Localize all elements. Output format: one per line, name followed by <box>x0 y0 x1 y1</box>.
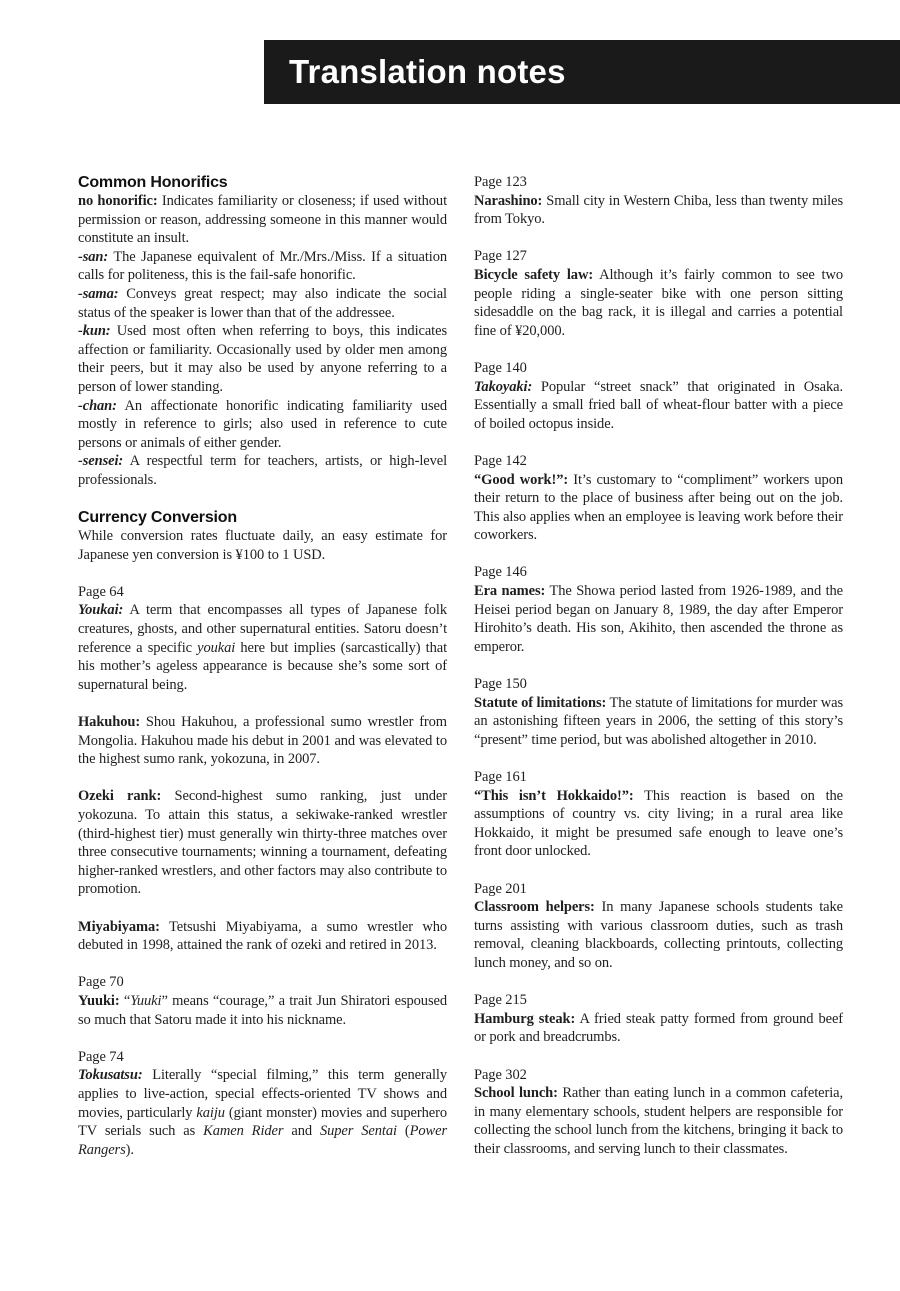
page-label: Page 64 <box>78 583 124 600</box>
note-term: “This isn’t Hokkaido!”: <box>474 787 634 804</box>
note-entry <box>474 192 843 229</box>
note-term: Hamburg steak: <box>474 1010 576 1027</box>
note-text: Super Sentai <box>319 1123 397 1140</box>
page-title: Translation notes <box>289 53 566 90</box>
note-text: In many Japanese schools students take turns assisting with various classroom duties, such as trash removal, cleaning blackboards, collecting printouts, collecting lunch money, and so on. <box>474 899 843 971</box>
note-term: -san: <box>78 248 109 265</box>
note-entry <box>78 601 447 694</box>
page-label: Page 142 <box>474 452 527 469</box>
column-gap <box>78 490 447 509</box>
note-entry <box>474 378 843 434</box>
header-bar <box>264 40 900 104</box>
section-heading: Currency Conversion <box>78 509 237 527</box>
note-text: The Showa period lasted from 1926-1989, and the Heisei period began on January 8, 1989, the day after Emperor Hirohito’s death. His son, Akihito, then ascended the throne as emperor. <box>474 583 843 655</box>
note-entry <box>78 452 447 489</box>
note-entry <box>474 582 843 656</box>
note-text: ( <box>396 1123 410 1140</box>
column-gap <box>78 899 447 918</box>
section-heading: Common Honorifics <box>78 174 228 191</box>
note-entry <box>78 918 447 955</box>
note-text: ” means “courage,” a trait Jun Shiratori espoused so much that Satoru made it into his nickname. <box>78 992 447 1028</box>
page-label: Page 161 <box>474 769 527 785</box>
page-label: Page 127 <box>474 248 527 265</box>
page-label: Page 201 <box>474 880 527 897</box>
note-entry <box>474 1084 843 1158</box>
note-term: -kun: <box>78 323 111 340</box>
note-entry <box>474 694 843 750</box>
note-text: An affectionate honorific indicating familiarity used mostly in reference to girls; also used in reference to cute persons or animals of either gender. <box>78 397 447 451</box>
note-text: While conversion rates fluctuate daily, an easy estimate for Japanese yen conversion is ¥100 to 1 USD. <box>78 528 447 563</box>
note-term: Hakuhou: <box>78 714 141 731</box>
note-text: A term that encompasses all types of Japanese folk creatures, ghosts, and other supernatural entities. Satoru doesn’t reference a specific <box>78 602 447 656</box>
note-text: It’s customary to “compliment” workers upon their return to the place of business after being out on the job. This also applies when an employee is leaving work before their coworkers. <box>474 471 843 544</box>
note-term: Ozeki rank: <box>78 788 162 805</box>
note-term: Era names: <box>474 583 546 600</box>
page-label: Page 140 <box>474 359 527 376</box>
note-text: Rather than eating lunch in a common cafeteria, in many elementary schools, student helpers are responsible for collecting the school lunch from the kitchens, bringing it back to their classrooms, and serving lunch to their classmates. <box>474 1085 844 1157</box>
note-term: Takoyaki: <box>474 378 533 395</box>
column-gap <box>474 545 843 564</box>
note-entry <box>78 527 447 564</box>
note-entry <box>78 787 447 899</box>
page-label: Page 74 <box>78 1048 124 1065</box>
note-entry <box>474 471 843 545</box>
note-text: Used most often when referring to boys, this indicates affection or familiarity. Occasionally used by older men among their peers, but it may also be used by anyone referring to a person of lower standing. <box>78 323 447 395</box>
note-text: This reaction is based on the assumptions of country vs. city living; in a rural area like Hokkaido, it might be presumed safe enough to leave one’s front door unlocked. <box>474 787 843 860</box>
note-text: Shou Hakuhou, a professional sumo wrestler from Mongolia. Hakuhou made his debut in 2001 and was elevated to the highest sumo rank, yokozuna, in 2007. <box>78 714 447 768</box>
column-gap <box>78 955 447 974</box>
column-gap <box>78 769 447 788</box>
note-term: no honorific: <box>78 193 158 209</box>
column-gap <box>78 1029 447 1048</box>
note-term: Yuuki: <box>78 992 120 1009</box>
note-text: Second-highest sumo ranking, just under yokozuna. To attain this status, a sekiwake-ranked wrestler (third-highest tier) must generally win thirty-three matches over three consecutive tournaments; winning a tournament, defeating higher-ranked wrestlers, and other factors may also contribute to promotion. <box>78 788 447 898</box>
note-term: -sensei: <box>78 453 124 470</box>
note-text: The Japanese equivalent of Mr./Mrs./Miss. If a situation calls for politeness, this is the fail-safe honorific. <box>78 248 447 284</box>
note-term: School lunch: <box>474 1085 558 1102</box>
note-entry <box>78 1066 447 1159</box>
column-gap <box>474 433 843 452</box>
page-label: Page 146 <box>474 564 527 581</box>
note-entry <box>474 1010 843 1047</box>
column-gap <box>474 1047 843 1066</box>
note-term: -chan: <box>78 397 117 414</box>
page-label: Page 123 <box>474 174 527 190</box>
note-text: Yuuki <box>130 992 162 1009</box>
note-term: Youkai: <box>78 602 124 619</box>
note-text: Kamen Rider <box>203 1123 284 1140</box>
page-label: Page 215 <box>474 992 527 1009</box>
notes-columns <box>78 173 843 1159</box>
column-gap <box>78 694 447 713</box>
note-entry <box>78 285 447 322</box>
page-label: Page 150 <box>474 676 527 693</box>
note-entry <box>78 397 447 453</box>
note-text: Literally “special filming,” this term generally applies to live-action, special effects-oriented TV shows and movies, particularly <box>78 1067 447 1121</box>
note-term: Classroom helpers: <box>474 899 595 916</box>
note-term: Miyabiyama: <box>78 918 160 935</box>
note-text: Popular “street snack” that originated in Osaka. Essentially a small fried ball of wheat-flour batter with a piece of boiled octopus inside. <box>474 378 843 432</box>
page-label: Page 70 <box>78 974 124 991</box>
column-gap <box>474 749 843 768</box>
note-entry <box>78 192 447 248</box>
column-gap <box>474 229 843 248</box>
note-text: (giant monster) movies and superhero TV serials such as <box>78 1104 447 1140</box>
note-term: Tokusatsu: <box>78 1067 143 1084</box>
note-entry <box>78 992 447 1029</box>
note-text: Although it’s fairly common to see two people riding a single-seater bike with one person sitting sidesaddle on the bag rack, it is illegal and carries a potential fine of ¥20,000. <box>474 266 843 339</box>
note-term: Statute of limitations: <box>474 694 607 711</box>
column-gap <box>474 656 843 675</box>
note-entry <box>474 898 843 972</box>
note-text: Conveys great respect; may also indicate the social status of the speaker is lower than that of the addressee. <box>78 285 447 321</box>
note-text: ). <box>125 1141 134 1158</box>
note-term: “Good work!”: <box>474 471 569 488</box>
note-text: “ <box>119 992 131 1009</box>
note-text: youkai <box>197 639 236 656</box>
note-entry <box>78 713 447 769</box>
note-entry <box>78 322 447 396</box>
column-gap <box>78 564 447 583</box>
note-text: The statute of limitations for murder was an astonishing fifteen years in 2006, the setting of this story’s “present” time period, but was abolished altogether in 2010. <box>474 694 844 748</box>
left-column <box>78 173 447 1159</box>
note-text: Power Rangers <box>78 1123 447 1158</box>
note-text: here but implies (sarcastically) that his mother’s ageless appearance is because she’s some sort of supernatural being. <box>78 639 447 693</box>
note-term: -sama: <box>78 285 119 302</box>
right-column <box>474 173 843 1159</box>
note-text: Tetsushi Miyabiyama, a sumo wrestler who debuted in 1998, attained the rank of ozeki and retired in 2013. <box>78 918 447 954</box>
column-gap <box>474 973 843 992</box>
note-entry <box>78 248 447 285</box>
note-text: A respectful term for teachers, artists, or high-level professionals. <box>78 453 447 488</box>
note-term: Narashino: <box>474 192 543 209</box>
note-text: A fried steak patty formed from ground beef or pork and breadcrumbs. <box>474 1010 844 1046</box>
page-label: Page 302 <box>474 1066 527 1083</box>
column-gap <box>474 861 843 880</box>
note-term: Bicycle safety law: <box>474 266 594 283</box>
note-text: Indicates familiarity or closeness; if used without permission or reason, addressing someone in this manner would constitute an insult. <box>78 193 448 247</box>
note-text: Small city in Western Chiba, less than twenty miles from Tokyo. <box>474 192 843 228</box>
note-entry <box>474 266 843 340</box>
column-gap <box>474 340 843 359</box>
note-text: and <box>283 1123 320 1140</box>
note-text: kaiju <box>196 1104 225 1121</box>
note-entry <box>474 787 843 861</box>
